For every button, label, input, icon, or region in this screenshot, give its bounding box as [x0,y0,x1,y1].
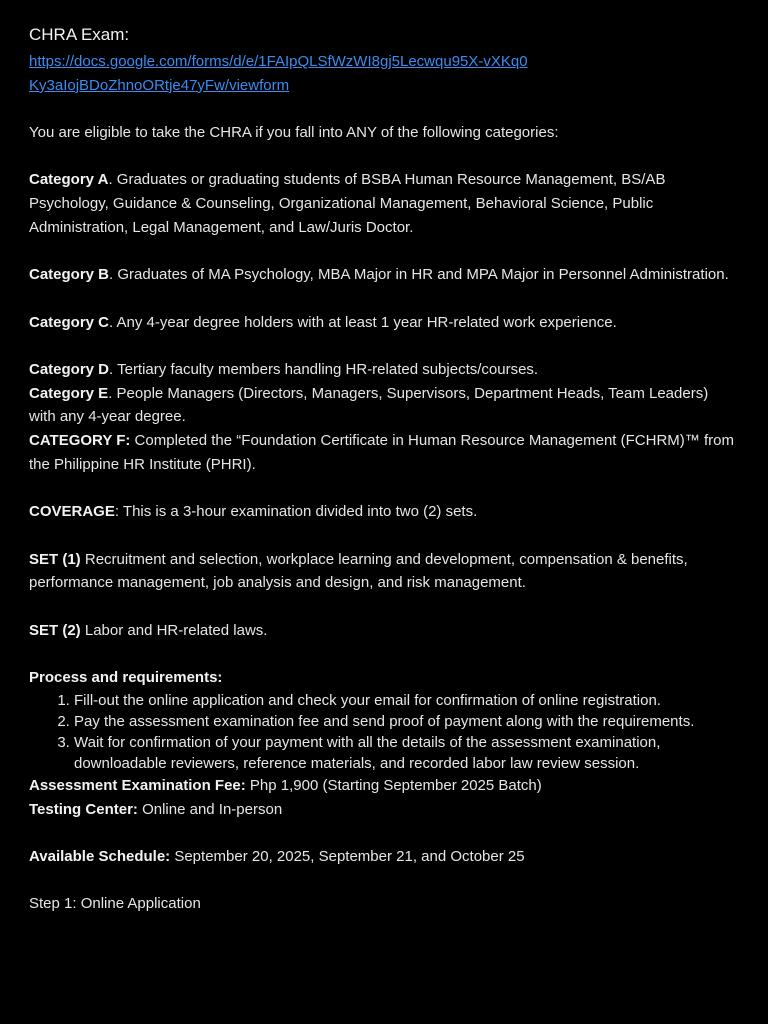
set-2-text: Labor and HR-related laws. [80,621,268,639]
process-heading [29,666,739,690]
set-1-label: SET (1) [29,550,81,568]
available-schedule-text: September 20, 2025, September 21, and October 25 [170,847,525,865]
category-d-label: Category D [29,361,110,379]
process-step: 2. Pay the assessment examination fee and send proof of payment along with the requirements. [74,711,739,732]
step-1-heading: Step 1: Online Application [29,895,201,913]
category-e [29,382,739,429]
category-a-label: Category A [29,171,109,189]
available-schedule-label: Available Schedule: [29,847,171,865]
coverage [29,500,739,524]
set-2-label: SET (2) [29,621,81,639]
category-c [29,311,739,335]
testing-center [29,798,739,822]
process-steps-list [29,690,739,774]
testing-center-label: Testing Center: [29,800,138,818]
category-a [29,168,739,239]
page-title: CHRA Exam: [29,25,130,44]
category-e-label: Category E [29,384,109,402]
category-b-text: . Graduates of MA Psychology, MBA Major in HR and MPA Major in Personnel Administration. [109,266,729,284]
category-b-label: Category B [29,266,110,284]
process-heading-label: Process and requirements: [29,669,223,687]
category-b [29,263,739,287]
exam-fee [29,774,739,798]
set-1 [29,548,739,595]
category-d-text: . Tertiary faculty members handling HR-related subjects/courses. [109,361,539,379]
category-c-label: Category C [29,313,110,331]
category-f-label: CATEGORY F: [29,432,131,450]
set-1-text: Recruitment and selection, workplace learning and development, compensation & benefits, performance management, job analysis and design, and risk management. [29,550,688,592]
category-c-text: . Any 4-year degree holders with at least 1 year HR-related work experience. [109,313,617,331]
process-step: 1. Fill-out the online application and check your email for confirmation of online registration. [74,690,739,711]
intro-text: You are eligible to take the CHRA if you fall into ANY of the following categories: [29,124,559,142]
set-2 [29,619,739,643]
category-f-text: Completed the “Foundation Certificate in Human Resource Management (FCHRM)™ from the Philippine HR Institute (PHRI). [29,432,734,473]
category-f [29,429,739,476]
exam-fee-label: Assessment Examination Fee: [29,776,246,794]
coverage-label: COVERAGE [29,503,115,521]
process-step: 3. Wait for confirmation of your payment with all the details of the assessment examination, downloadable reviewers, reference materials, and recorded labor law review session. [74,732,739,774]
available-schedule [29,845,739,869]
coverage-text: : This is a 3-hour examination divided into two (2) sets. [114,503,478,521]
category-e-text: . People Managers (Directors, Managers, Supervisors, Department Heads, Team Leaders) with any 4-year degree. [29,384,709,426]
category-a-text: . Graduates or graduating students of BSBA Human Resource Management, BS/AB Psychology, Guidance & Counseling, Organizational Management, Behavioral Science, Public Administration, Legal Management, and Law/Juris Doctor. [29,171,666,236]
application-form-link[interactable]: https://docs.google.com/forms/d/e/1FAIpQLSfWzWI8gj5Lecwqu95X-vXKq0Ky3aIojBDoZhnoORtje47yFw/viewform [29,53,528,94]
testing-center-text: Online and In-person [137,800,283,818]
exam-fee-text: Php 1,900 (Starting September 2025 Batch) [245,776,542,794]
category-d [29,358,739,382]
